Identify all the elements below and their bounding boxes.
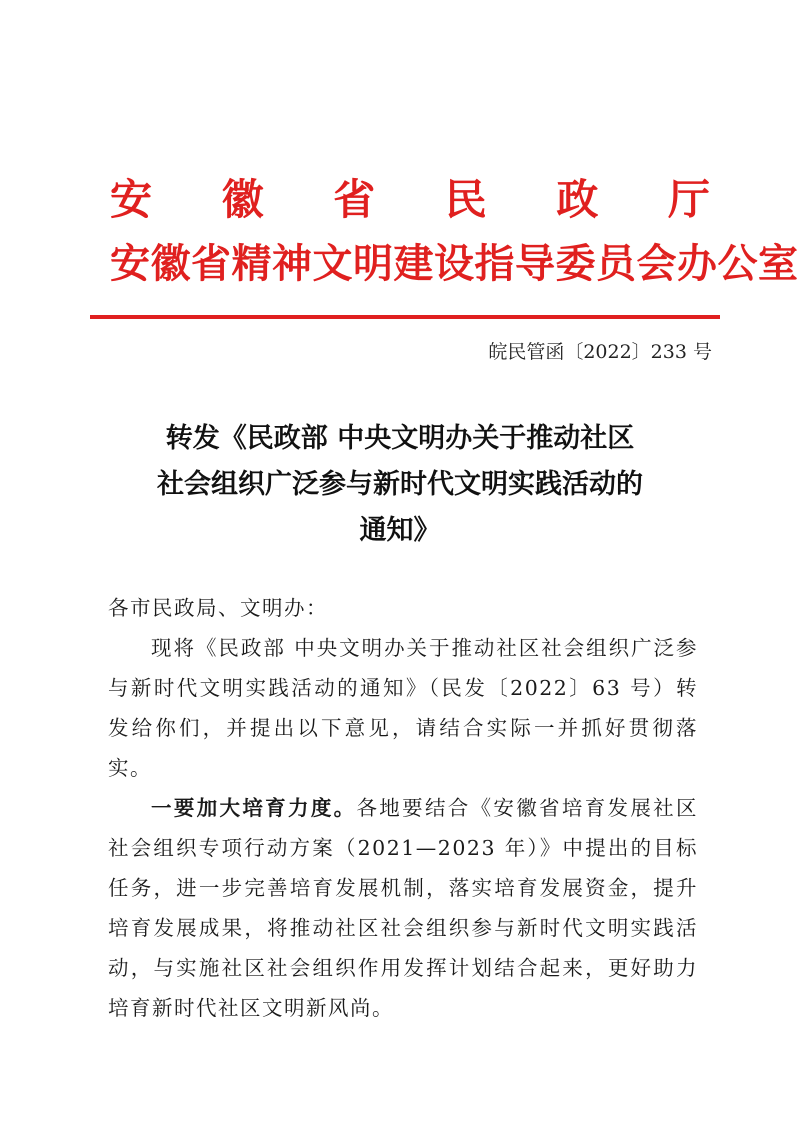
org-char: 政 (556, 175, 599, 224)
paragraph-text: 各地要结合《安徽省培育发展社区社会组织专项行动方案（2021—2023 年）》中提出的目标任务，进一步完善培育发展机制，落实培育发展资金，提升培育发展成果，将推动社区社会组织参与新时代文明实践活动，与实施社区社会组织作用发挥计划结合起来，更好助力培育新时代社区文明新风尚。 (108, 796, 699, 1020)
paragraph-lead: 一要加大培育力度。 (151, 796, 357, 820)
salutation: 各市民政局、文明办： (108, 596, 328, 620)
document-number: 皖民管函〔2022〕233 号 (488, 341, 712, 363)
title-line: 通知》 (359, 515, 441, 546)
org-char: 厅 (667, 175, 710, 224)
issuing-org-civil-affairs (110, 172, 710, 228)
document-title (100, 416, 700, 554)
document-body (108, 588, 698, 1028)
paragraph-intro: 现将《民政部 中央文明办关于推动社区社会组织广泛参与新时代文明实践活动的通知》（民发〔2022〕63 号）转发给你们，并提出以下意见，请结合实际一并抓好贯彻落实。 (108, 636, 698, 780)
title-line: 社会组织广泛参与新时代文明实践活动的 (157, 469, 643, 500)
org-char: 民 (444, 175, 487, 224)
org-char: 徽 (221, 175, 264, 224)
paragraph-point-one (108, 788, 698, 1028)
red-header-rule (90, 315, 720, 319)
issuing-org-civilization-office: 安徽省精神文明建设指导委员会办公室 (110, 240, 799, 287)
org-char: 安 (110, 175, 153, 224)
org-char: 省 (333, 175, 376, 224)
title-line: 转发《民政部 中央文明办关于推动社区 (165, 423, 635, 454)
